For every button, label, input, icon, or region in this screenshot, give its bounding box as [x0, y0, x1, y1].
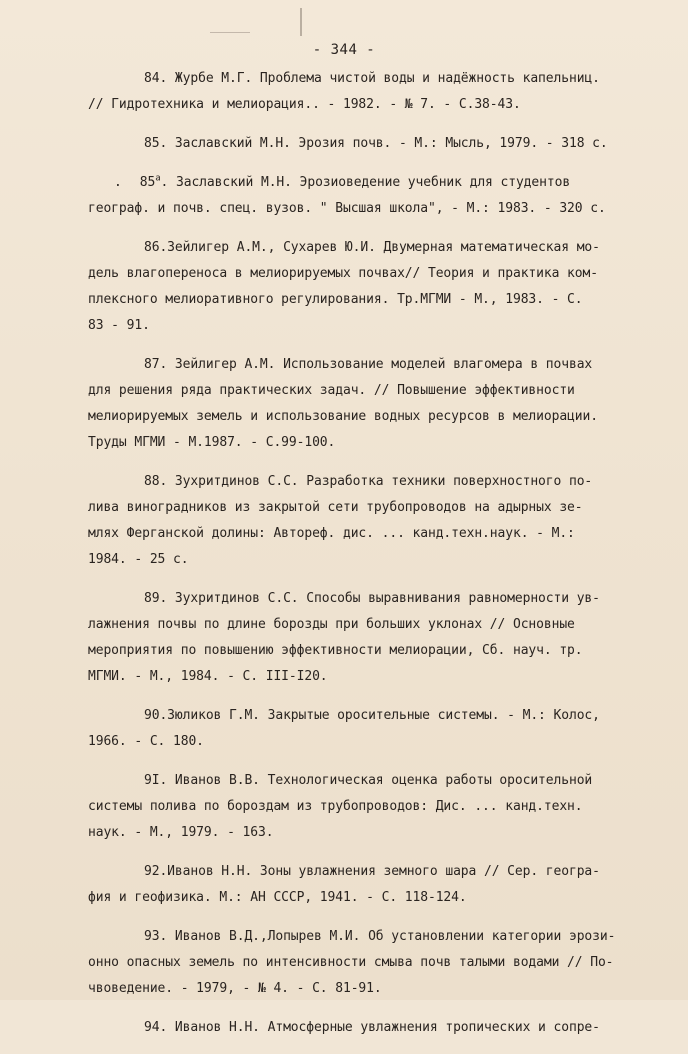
bibliography-entry-89	[88, 586, 648, 690]
entry-line: 90.Зюликов Г.М. Закрытые оросительные системы. - М.: Колос,	[144, 708, 600, 723]
entry-line: мероприятия по повышению эффективности мелиорации, Сб. науч. тр.	[88, 643, 583, 658]
bibliography-entry-84	[88, 66, 648, 118]
bibliography-entry-88	[88, 469, 648, 573]
bibliography-entry-94	[88, 1015, 648, 1041]
page-number: - 344 -	[312, 42, 376, 58]
bibliography-entry-87	[88, 352, 648, 456]
margin-mark	[300, 8, 302, 36]
entry-line: географ. и почв. спец. вузов. " Высшая школа", - М.: 1983. - 320 с.	[88, 201, 606, 216]
entry-line: лажнения почвы по длине борозды при больших уклонах // Основные	[88, 617, 575, 632]
entry-line: 85. Заславский М.Н. Эрозия почв. - М.: Мысль, 1979. - 318 с.	[144, 136, 608, 151]
margin-dash	[210, 32, 250, 33]
entry-text: . Заславский М.Н. Эрозиоведение учебник для студентов	[160, 175, 571, 190]
bibliography-entry-92	[88, 859, 648, 911]
entry-line: для решения ряда практических задач. // Повышение эффективности	[88, 383, 575, 398]
entry-line: 9I. Иванов В.В. Технологическая оценка работы оросительной	[144, 773, 593, 788]
entry-line: 92.Иванов Н.Н. Зоны увлажнения земного шара // Сер. геогра-	[144, 864, 600, 879]
bibliography-entry-91	[88, 768, 648, 846]
entry-line: 87. Зейлигер А.М. Использование моделей влагомера в почвах	[144, 357, 593, 372]
entry-line: плексного мелиоративного регулирования. Тр.МГМИ - М., 1983. - С.	[88, 292, 583, 307]
entry-line: 1984. - 25 с.	[88, 552, 189, 567]
entry-line: 1966. - С. 180.	[88, 734, 204, 749]
entry-line: 84. Журбе М.Г. Проблема чистой воды и надёжность капельниц.	[144, 71, 600, 86]
bibliography-list	[88, 66, 648, 1054]
entry-line: лива виноградников из закрытой сети трубопроводов на адырных зе-	[88, 500, 583, 515]
entry-line: мелиорируемых земель и использование водных ресурсов в мелиорации.	[88, 409, 598, 424]
entry-line: 94. Иванов Н.Н. Атмосферные увлажнения тропических и сопре-	[144, 1020, 600, 1035]
entry-line: МГМИ. - М., 1984. - С. III-I20.	[88, 669, 328, 684]
entry-line: 88. Зухритдинов С.С. Разработка техники поверхностного по-	[144, 474, 593, 489]
entry-line: чвоведение. - 1979, - № 4. - С. 81-91.	[88, 981, 382, 996]
entry-line: млях Ферганской долины: Автореф. дис. ... канд.техн.наук. - М.:	[88, 526, 575, 541]
entry-line: Труды МГМИ - М.1987. - С.99-100.	[88, 435, 336, 450]
entry-line: 86.Зейлигер А.М., Сухарев Ю.И. Двумерная математическая мо-	[144, 240, 600, 255]
entry-line: 89. Зухритдинов С.С. Способы выравнивания равномерности ув-	[144, 591, 600, 606]
bibliography-entry-93	[88, 924, 648, 1002]
bibliography-entry-90	[88, 703, 648, 755]
entry-number-suffix: a	[155, 173, 161, 184]
entry-line: 83 - 91.	[88, 318, 150, 333]
bullet-mark: .	[114, 175, 122, 190]
bibliography-entry-85a	[88, 170, 648, 222]
entry-number: 85	[139, 175, 156, 190]
entry-line: онно опасных земель по интенсивности смыва почв талыми водами // По-	[88, 955, 614, 970]
entry-line: наук. - М., 1979. - 163.	[88, 825, 274, 840]
bibliography-entry-86	[88, 235, 648, 339]
entry-line: системы полива по бороздам из трубопроводов: Дис. ... канд.техн.	[88, 799, 583, 814]
entry-line: 93. Иванов В.Д.,Лопырев М.И. Об установлении категории эрози-	[144, 929, 616, 944]
entry-line	[88, 170, 648, 196]
bibliography-entry-85	[88, 131, 648, 157]
entry-line: дель влагопереноса в мелиорируемых почвах// Теория и практика ком-	[88, 266, 598, 281]
entry-line: // Гидротехника и мелиорация.. - 1982. - № 7. - С.38-43.	[88, 97, 521, 112]
entry-line: фия и геофизика. М.: АН СССР, 1941. - С. 118-124.	[88, 890, 467, 905]
